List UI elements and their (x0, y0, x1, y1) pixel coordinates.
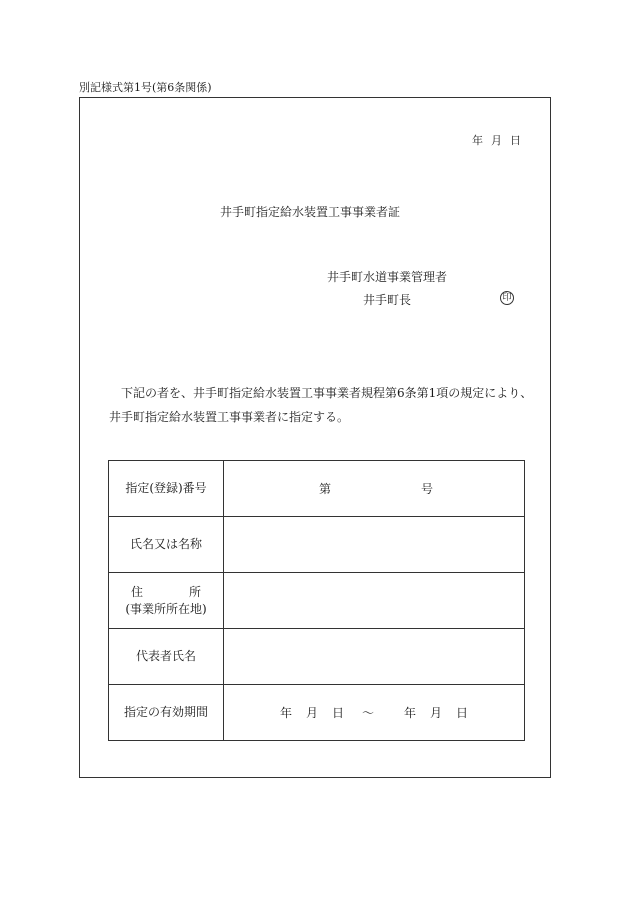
date-day-label: 日 (510, 134, 521, 147)
registration-number-label: 指定(登録)番号 (109, 461, 224, 517)
name-label: 氏名又は名称 (109, 517, 224, 573)
certificate-title: 井手町指定給水装置工事事業者証 (219, 205, 400, 219)
start-day-label: 日 (331, 706, 344, 720)
issuer-title: 井手町水道事業管理者 (327, 270, 448, 284)
registration-number-value (224, 461, 525, 517)
validity-start-date (280, 704, 344, 721)
end-month-label: 月 (430, 706, 443, 720)
form-reference: 別記様式第1号(第6条関係) (79, 81, 212, 94)
issuer-mayor: 井手町長 (363, 293, 412, 307)
address-label (109, 573, 224, 629)
table-row (109, 517, 525, 573)
table-row (109, 685, 525, 741)
address-value (224, 573, 525, 629)
end-day-label: 日 (456, 706, 469, 720)
representative-label: 代表者氏名 (109, 629, 224, 685)
validity-period-label: 指定の有効期間 (109, 685, 224, 741)
name-value (224, 517, 525, 573)
designation-info-table (108, 460, 525, 741)
end-year-label: 年 (404, 706, 417, 720)
statement-line-2: 井手町指定給水装置工事事業者に指定する。 (109, 410, 350, 424)
representative-value (224, 629, 525, 685)
registration-number-suffix: 号 (421, 482, 434, 496)
start-year-label: 年 (279, 706, 292, 720)
designation-statement (109, 381, 533, 429)
registration-number-prefix: 第 (318, 482, 331, 496)
address-label-char-2: 所 (188, 584, 201, 599)
seal-mark: 印 (500, 291, 514, 305)
address-label-sub: (事業所所在地) (125, 601, 207, 616)
statement-line-1: 下記の者を、井手町指定給水装置工事事業者規程第6条第1項の規定により、 (121, 386, 533, 400)
date-month-label: 月 (491, 134, 502, 147)
issue-date (472, 132, 521, 148)
table-row (109, 629, 525, 685)
table-row (109, 461, 525, 517)
table-row (109, 573, 525, 629)
date-year-label: 年 (472, 134, 483, 147)
validity-end-date (404, 704, 468, 721)
period-tilde: 〜 (361, 706, 374, 720)
validity-period-value (224, 685, 525, 741)
address-label-main (131, 584, 201, 601)
certificate-frame (79, 97, 551, 778)
address-label-char-1: 住 (131, 584, 144, 599)
start-month-label: 月 (305, 706, 318, 720)
